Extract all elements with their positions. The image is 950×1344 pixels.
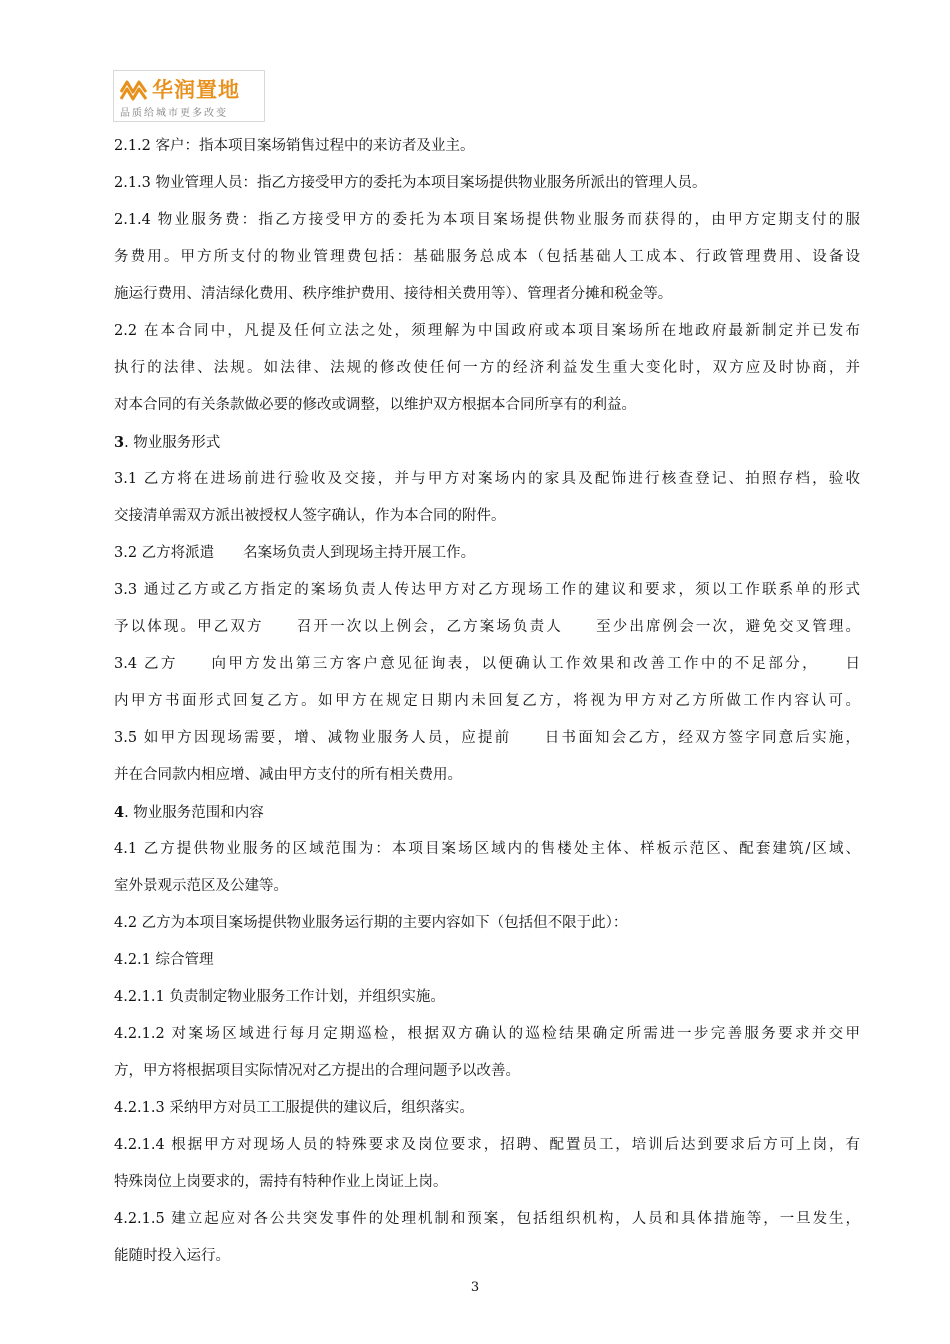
line-text: 3.2 乙方将派遣 名案场负责人到现场主持开展工作。 xyxy=(114,545,476,561)
line-text: . 物业服务形式 xyxy=(124,435,221,451)
logo-mountain-icon xyxy=(120,77,148,105)
page-number: 3 xyxy=(470,1280,480,1295)
paragraph-line xyxy=(114,424,860,461)
paragraph-line xyxy=(114,831,860,868)
paragraph-line xyxy=(114,683,860,720)
section-number: 4 xyxy=(114,804,125,821)
paragraph-line xyxy=(114,757,860,794)
line-text: 对本合同的有关条款做必要的修改或调整，以维护双方根据本合同所享有的利益。 xyxy=(114,397,636,413)
line-text: 4.1 乙方提供物业服务的区域范围为：本项目案场区域内的售楼处主体、样板示范区、配套建筑/区域、 xyxy=(114,841,860,857)
paragraph-line xyxy=(114,1238,860,1275)
line-text: 交接清单需双方派出被授权人签字确认，作为本合同的附件。 xyxy=(114,508,506,524)
section-number: 3 xyxy=(114,434,125,451)
paragraph-line xyxy=(114,979,860,1016)
line-text: 务费用。甲方所支付的物业管理费包括：基础服务总成本（包括基础人工成本、行政管理费用、设备设 xyxy=(114,249,860,265)
paragraph-line xyxy=(114,239,860,276)
paragraph-line xyxy=(114,387,860,424)
paragraph-line xyxy=(114,1090,860,1127)
line-text: 室外景观示范区及公建等。 xyxy=(114,878,288,894)
paragraph-line xyxy=(114,535,860,572)
line-text: 并在合同款内相应增、减由甲方支付的所有相关费用。 xyxy=(114,767,462,783)
paragraph-line xyxy=(114,868,860,905)
paragraph-line xyxy=(114,1127,860,1164)
paragraph-line xyxy=(114,202,860,239)
paragraph-line xyxy=(114,313,860,350)
paragraph-line xyxy=(114,794,860,831)
line-text: . 物业服务范围和内容 xyxy=(124,805,264,821)
line-text: 4.2.1.4 根据甲方对现场人员的特殊要求及岗位要求，招聘、配置员工，培训后达到要求后方可上岗，有 xyxy=(114,1137,860,1153)
line-text: 4.2.1.3 采纳甲方对员工工服提供的建议后，组织落实。 xyxy=(114,1100,474,1116)
paragraph-line xyxy=(114,128,860,165)
line-text: 4.2.1.1 负责制定物业服务工作计划，并组织实施。 xyxy=(114,989,445,1005)
paragraph-line xyxy=(114,1201,860,1238)
logo-company-name: 华润置地 xyxy=(152,78,240,102)
line-text: 2.1.2 客户：指本项目案场销售过程中的来访者及业主。 xyxy=(114,138,475,154)
line-text: 特殊岗位上岗要求的，需持有特种作业上岗证上岗。 xyxy=(114,1174,448,1190)
paragraph-line xyxy=(114,942,860,979)
paragraph-line xyxy=(114,1164,860,1201)
line-text: 3.4 乙方 向甲方发出第三方客户意见征询表，以便确认工作效果和改善工作中的不足部分， 日 xyxy=(114,656,860,672)
line-text: 2.1.4 物业服务费：指乙方接受甲方的委托为本项目案场提供物业服务而获得的，由甲方定期支付的服 xyxy=(114,212,860,228)
line-text: 3.3 通过乙方或乙方指定的案场负责人传达甲方对乙方现场工作的建议和要求，须以工作联系单的形式 xyxy=(114,582,860,598)
line-text: 4.2.1.5 建立起应对各公共突发事件的处理机制和预案，包括组织机构，人员和具体措施等，一旦发生， xyxy=(114,1211,860,1227)
paragraph-line xyxy=(114,646,860,683)
paragraph-line xyxy=(114,1053,860,1090)
company-logo xyxy=(113,70,265,122)
line-text: 内甲方书面形式回复乙方。如甲方在规定日期内未回复乙方，将视为甲方对乙方所做工作内容认可。 xyxy=(114,693,860,709)
line-text: 施运行费用、清洁绿化费用、秩序维护费用、接待相关费用等）、管理者分摊和税金等。 xyxy=(114,286,673,302)
paragraph-line xyxy=(114,276,860,313)
paragraph-line xyxy=(114,498,860,535)
paragraph-line xyxy=(114,572,860,609)
line-text: 4.2.1 综合管理 xyxy=(114,952,214,968)
line-text: 2.1.3 物业管理人员：指乙方接受甲方的委托为本项目案场提供物业服务所派出的管理人员。 xyxy=(114,175,707,191)
line-text: 执行的法律、法规。如法律、法规的修改使任何一方的经济利益发生重大变化时，双方应及时协商，并 xyxy=(114,360,860,376)
paragraph-line xyxy=(114,1016,860,1053)
paragraph-line xyxy=(114,720,860,757)
paragraph-line xyxy=(114,350,860,387)
line-text: 4.2.1.2 对案场区域进行每月定期巡检，根据双方确认的巡检结果确定所需进一步完善服务要求并交甲 xyxy=(114,1026,860,1042)
line-text: 3.5 如甲方因现场需要，增、减物业服务人员，应提前 日书面知会乙方，经双方签字同意后实施， xyxy=(114,730,860,746)
logo-slogan: 品质给城市更多改变 xyxy=(120,108,228,119)
paragraph-line xyxy=(114,609,860,646)
line-text: 3.1 乙方将在进场前进行验收及交接，并与甲方对案场内的家具及配饰进行核查登记、拍照存档，验收 xyxy=(114,471,860,487)
line-text: 2.2 在本合同中，凡提及任何立法之处，须理解为中国政府或本项目案场所在地政府最新制定并已发布 xyxy=(114,323,860,339)
line-text: 能随时投入运行。 xyxy=(114,1248,230,1264)
paragraph-line xyxy=(114,905,860,942)
line-text: 予以体现。甲乙双方 召开一次以上例会，乙方案场负责人 至少出席例会一次，避免交叉管理。 xyxy=(114,619,860,635)
line-text: 方，甲方将根据项目实际情况对乙方提出的合理问题予以改善。 xyxy=(114,1063,520,1079)
line-text: 4.2 乙方为本项目案场提供物业服务运行期的主要内容如下（包括但不限于此）： xyxy=(114,915,628,931)
paragraph-line xyxy=(114,461,860,498)
document-body xyxy=(114,128,860,1275)
paragraph-line xyxy=(114,165,860,202)
